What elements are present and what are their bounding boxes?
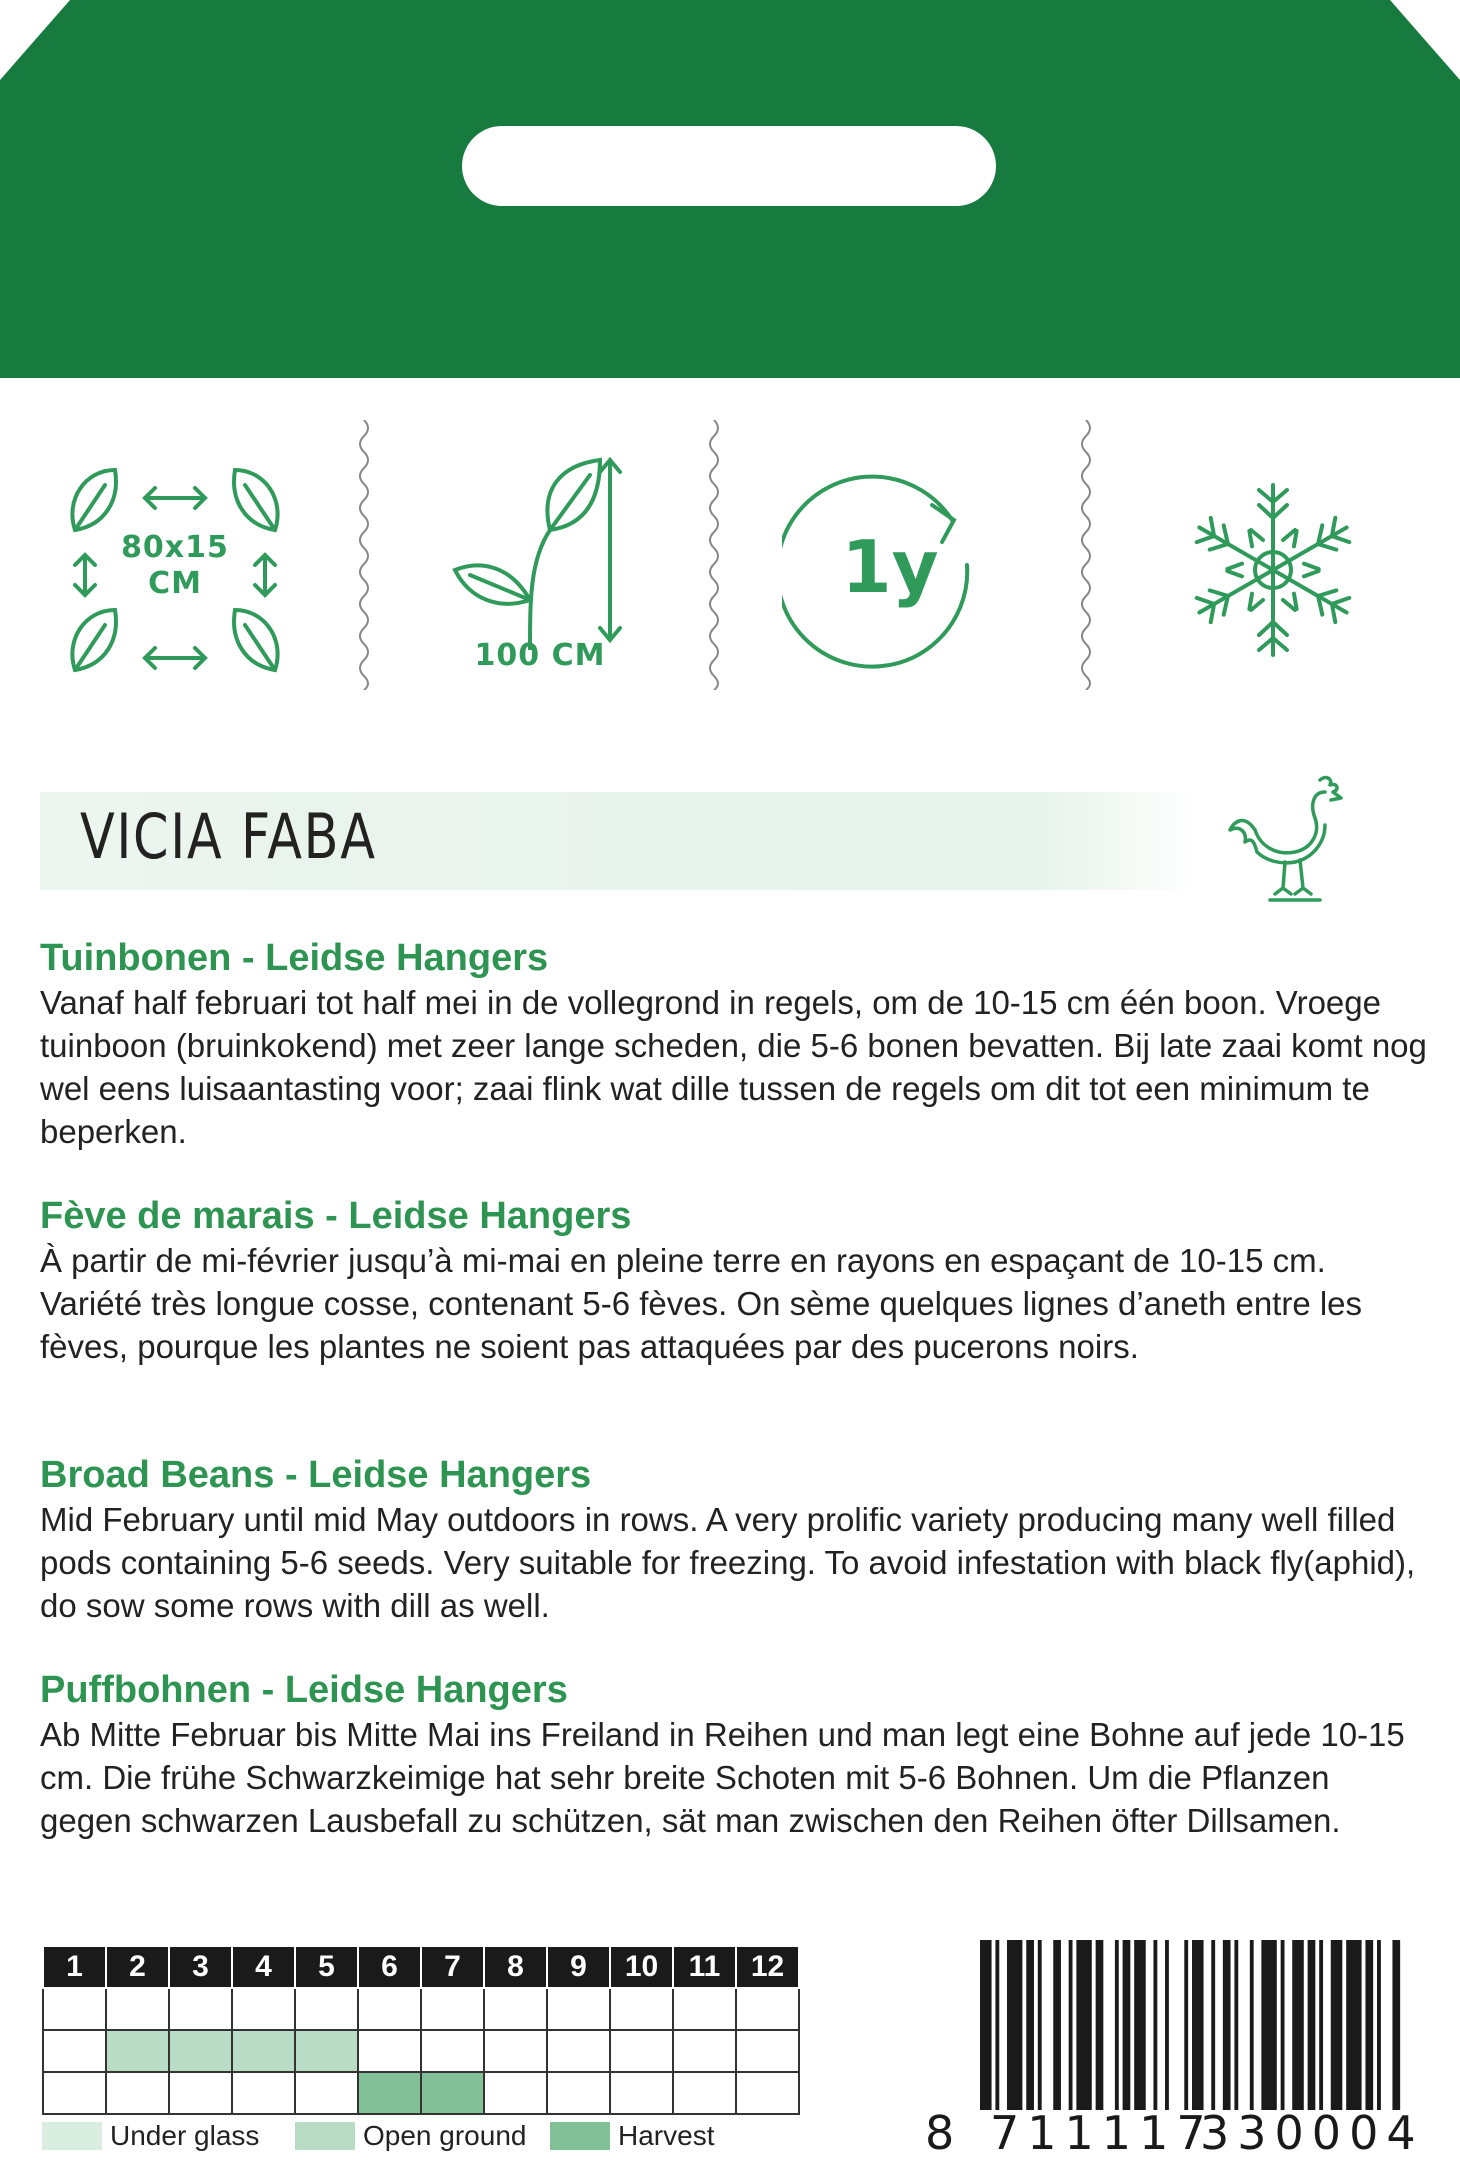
section-text: À partir de mi-février jusqu’à mi-mai en pleine terre en rayons en espaçant de 10-15 cm. Variété très longue cosse, contenant 5-6 fèves. On sème quelques lignes d’aneth entre les fèves, pourque les plantes ne soient pas attaquées par des pucerons noirs. <box>40 1242 1363 1365</box>
lifecycle-label: 1y <box>841 525 939 609</box>
calendar-cell <box>736 2030 799 2072</box>
calendar-cell <box>295 2030 358 2072</box>
barcode-bar <box>1069 1940 1073 2110</box>
barcode-group-right: 330004 <box>1200 2106 1424 2160</box>
calendar-cell <box>736 1988 799 2030</box>
calendar-cell <box>106 2030 169 2072</box>
month-cell: 2 <box>106 1946 169 1988</box>
calendar-cell <box>295 1988 358 2030</box>
calendar-cell <box>421 2072 484 2114</box>
barcode <box>972 1940 1412 2110</box>
barcode-bar <box>1392 1940 1400 2110</box>
legend-swatch <box>295 2122 355 2150</box>
calendar-cell <box>232 1988 295 2030</box>
section-text: Mid February until mid May outdoors in rows. A very prolific variety producing many well filled pods containing 5-6 seeds. Very suitable for freezing. To avoid infestation with black fly(aphid), do sow some rows with dill as well. <box>40 1501 1416 1624</box>
calendar-cell <box>232 2030 295 2072</box>
barcode-bar <box>1377 1940 1381 2110</box>
barcode-bar <box>995 1940 999 2110</box>
calendar-cell <box>358 2072 421 2114</box>
barcode-bar <box>1184 1940 1188 2110</box>
description-de <box>40 1667 1430 1842</box>
calendar-cell <box>106 1988 169 2030</box>
calendar-cell <box>610 2030 673 2072</box>
month-cell: 11 <box>673 1946 736 1988</box>
month-cell: 9 <box>547 1946 610 1988</box>
calendar-cell <box>43 1988 106 2030</box>
barcode-bar <box>1281 1940 1285 2110</box>
month-cell: 6 <box>358 1946 421 1988</box>
legend-swatch <box>42 2122 102 2150</box>
calendar-cell <box>358 1988 421 2030</box>
calendar-row <box>43 2072 799 2114</box>
barcode-bar <box>1053 1940 1061 2110</box>
barcode-group-left: 711117 <box>990 2106 1214 2160</box>
barcode-bar <box>1076 1940 1091 2110</box>
barcode-bar <box>1308 1940 1316 2110</box>
month-cell: 1 <box>43 1946 106 1988</box>
barcode-bar <box>1292 1940 1304 2110</box>
barcode-bar <box>1096 1940 1104 2110</box>
legend-swatch <box>550 2122 610 2150</box>
calendar-cell <box>421 1988 484 2030</box>
month-cell: 4 <box>232 1946 295 1988</box>
calendar-cell <box>484 1988 547 2030</box>
barcode-bar <box>1153 1940 1157 2110</box>
barcode-bar <box>1331 1940 1343 2110</box>
calendar-cell <box>673 2072 736 2114</box>
sowing-calendar <box>42 1945 800 2115</box>
calendar-cell <box>484 2030 547 2072</box>
wavy-divider <box>1076 420 1096 690</box>
barcode-bar <box>1192 1940 1204 2110</box>
barcode-bar <box>1123 1940 1131 2110</box>
calendar-cell <box>547 1988 610 2030</box>
height-label: 100 CM <box>474 638 606 673</box>
calendar-row <box>43 1988 799 2030</box>
barcode-bar <box>1026 1940 1034 2110</box>
calendar-cell <box>295 2072 358 2114</box>
barcode-bar <box>1346 1940 1361 2110</box>
month-cell: 8 <box>484 1946 547 1988</box>
header-band <box>0 0 1460 378</box>
section-title: Puffbohnen - Leidse Hangers <box>40 1669 568 1711</box>
section-text: Ab Mitte Februar bis Mitte Mai ins Freiland in Reihen und man legt eine Bohne auf jede 10-15 cm. Die frühe Schwarzkeimige hat sehr breite Schoten mit 5-6 Bohnen. Um die Pflanzen gegen schwarzen Lausbefall zu schützen, sät man zwischen den Reihen öfter Dillsamen. <box>40 1716 1405 1839</box>
calendar-cell <box>547 2072 610 2114</box>
barcode-bar <box>980 1940 992 2110</box>
calendar-cell <box>169 2072 232 2114</box>
barcode-bar <box>1165 1940 1169 2110</box>
calendar-row <box>43 2030 799 2072</box>
description-en <box>40 1452 1430 1627</box>
calendar-cell <box>232 2072 295 2114</box>
calendar-cell <box>673 1988 736 2030</box>
month-cell: 5 <box>295 1946 358 1988</box>
section-title: Fève de marais - Leidse Hangers <box>40 1195 632 1237</box>
calendar-cell <box>610 2072 673 2114</box>
latin-name: VICIA FABA <box>80 800 377 873</box>
calendar-cell <box>421 2030 484 2072</box>
month-cell: 10 <box>610 1946 673 1988</box>
hang-hole <box>462 126 996 206</box>
barcode-bar <box>1211 1940 1215 2110</box>
barcode-bar <box>1261 1940 1276 2110</box>
calendar-cell <box>43 2072 106 2114</box>
month-cell: 3 <box>169 1946 232 1988</box>
calendar-month-header <box>43 1946 799 1988</box>
barcode-bar <box>1038 1940 1042 2110</box>
description-fr <box>40 1193 1430 1368</box>
barcode-digit-first: 8 <box>925 2106 963 2160</box>
month-cell: 7 <box>421 1946 484 1988</box>
calendar-cell <box>358 2030 421 2072</box>
section-title: Broad Beans - Leidse Hangers <box>40 1454 592 1496</box>
calendar-cell <box>169 1988 232 2030</box>
calendar-cell <box>43 2030 106 2072</box>
calendar-cell <box>106 2072 169 2114</box>
snowflake-icon <box>1188 480 1358 660</box>
wavy-divider <box>704 420 724 690</box>
calendar-cell <box>484 2072 547 2114</box>
barcode-bar <box>1007 1940 1022 2110</box>
barcode-bar <box>1234 1940 1238 2110</box>
barcode-bar <box>1319 1940 1323 2110</box>
spacing-label: 80x15 CM <box>121 530 229 601</box>
calendar-cell <box>673 2030 736 2072</box>
barcode-bar <box>1365 1940 1373 2110</box>
rooster-icon <box>1225 770 1355 910</box>
calendar-cell <box>736 2072 799 2114</box>
barcode-bar <box>1250 1940 1254 2110</box>
barcode-bar <box>1134 1940 1146 2110</box>
month-cell: 12 <box>736 1946 799 1988</box>
legend-label: Under glass <box>110 2120 260 2151</box>
description-nl <box>40 935 1430 1153</box>
calendar-cell <box>547 2030 610 2072</box>
section-text: Vanaf half februari tot half mei in de vollegrond in regels, om de 10-15 cm één boon. Vroege tuinboon (bruinkokend) met zeer lange scheden, die 5-6 bonen bevatten. Bij late zaai komt nog wel eens luisaantasting voor; zaai flink wat dille tussen de regels om dit tot een minimum te beperken. <box>40 984 1427 1150</box>
plant-height-icon <box>450 450 640 650</box>
legend-label: Harvest <box>618 2120 715 2151</box>
section-title: Tuinbonen - Leidse Hangers <box>40 937 549 979</box>
barcode-bar <box>1115 1940 1119 2110</box>
calendar-cell <box>169 2030 232 2072</box>
barcode-bar <box>1223 1940 1231 2110</box>
wavy-divider <box>354 420 374 690</box>
legend-label: Open ground <box>363 2120 527 2151</box>
icon-row <box>0 420 1460 700</box>
calendar-cell <box>610 1988 673 2030</box>
